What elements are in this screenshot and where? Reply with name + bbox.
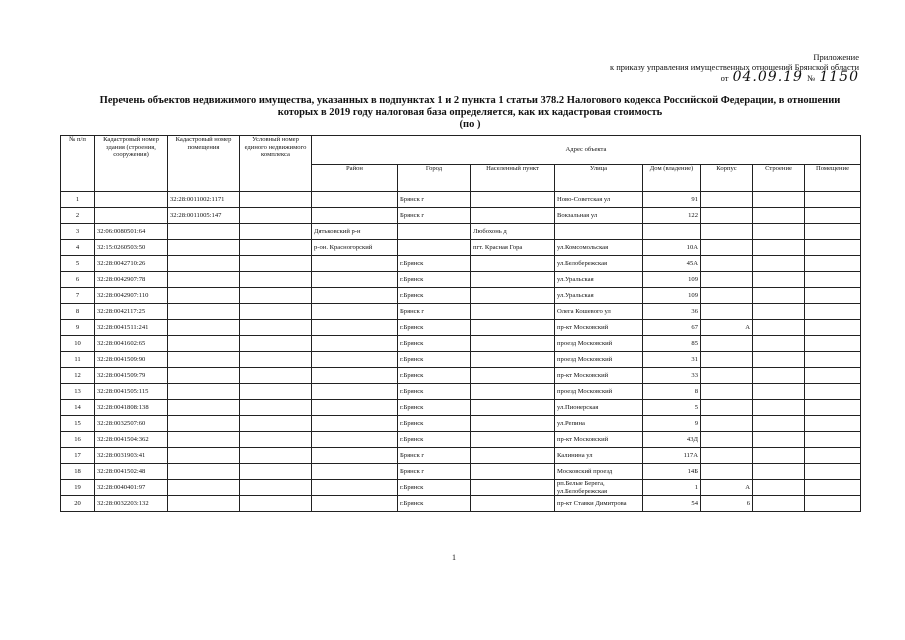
- cell-korpus: [701, 208, 753, 224]
- cell-street: ул.Белобережская: [555, 256, 643, 272]
- cell-city: г.Брянск: [398, 288, 471, 304]
- cell-house: 45А: [643, 256, 701, 272]
- header-district: Район: [312, 165, 398, 192]
- cell-cad-building: 32:28:0032507:60: [95, 416, 168, 432]
- cell-pomeshchenie: [805, 416, 861, 432]
- cell-city: Брянск г: [398, 304, 471, 320]
- header-pomeshchenie: Помещение: [805, 165, 861, 192]
- table-row: [61, 352, 861, 368]
- order-signature-line: [610, 69, 859, 85]
- cell-cad-room: [168, 400, 240, 416]
- page-number: 1: [452, 553, 456, 562]
- cell-stroenie: [753, 320, 805, 336]
- cell-cad-room: [168, 240, 240, 256]
- cell-pomeshchenie: [805, 368, 861, 384]
- cell-district: [312, 320, 398, 336]
- cell-city: Брянск г: [398, 208, 471, 224]
- cell-korpus: [701, 288, 753, 304]
- cell-cad-room: 32:28:0011002:1171: [168, 192, 240, 208]
- cell-city: г.Брянск: [398, 368, 471, 384]
- cell-city: г.Брянск: [398, 384, 471, 400]
- cell-street: проезд Московский: [555, 384, 643, 400]
- cell-district: [312, 480, 398, 496]
- cell-korpus: А: [701, 320, 753, 336]
- cell-pomeshchenie: [805, 352, 861, 368]
- cell-cad-building: 32:28:0042907:78: [95, 272, 168, 288]
- cell-street: ул.Уральская: [555, 288, 643, 304]
- cell-street: Калинина ул: [555, 448, 643, 464]
- header-street: Улица: [555, 165, 643, 192]
- table-row: [61, 416, 861, 432]
- cell-street: пр-кт Московский: [555, 320, 643, 336]
- cell-street: рп.Белые Берега, ул.Белобережская: [555, 480, 643, 496]
- cell-district: Дятьковский р-н: [312, 224, 398, 240]
- cell-cad-building: 32:28:0041509:90: [95, 352, 168, 368]
- cell-house: 10А: [643, 240, 701, 256]
- table-row: [61, 448, 861, 464]
- cell-house: 14Б: [643, 464, 701, 480]
- appendix-order-reference: к приказу управления имущественных отношений Брянской области: [609, 62, 859, 72]
- cell-korpus: [701, 336, 753, 352]
- cell-house: 36: [643, 304, 701, 320]
- cell-district: [312, 336, 398, 352]
- header-cond-num: Условный номер единого недвижимого комплекса: [240, 136, 312, 192]
- cell-cond-num: [240, 464, 312, 480]
- title-line-2: которых в 2019 году налоговая база определяется, как их кадастровая стоимость: [277, 107, 663, 118]
- cell-city: Брянск г: [398, 448, 471, 464]
- cell-row-number: 18: [61, 464, 95, 480]
- cell-city: Брянск г: [398, 192, 471, 208]
- cell-house: [643, 224, 701, 240]
- cell-cond-num: [240, 480, 312, 496]
- cell-street: пр-кт Московский: [555, 432, 643, 448]
- cell-stroenie: [753, 208, 805, 224]
- cell-cad-building: 32:28:0042117:25: [95, 304, 168, 320]
- cell-cad-building: 32:06:0080501:64: [95, 224, 168, 240]
- cell-locality: [471, 384, 555, 400]
- table-row: [61, 224, 861, 240]
- table-row: [61, 320, 861, 336]
- cell-row-number: 9: [61, 320, 95, 336]
- cell-row-number: 4: [61, 240, 95, 256]
- cell-cad-building: 32:28:0042907:110: [95, 288, 168, 304]
- cell-house: 122: [643, 208, 701, 224]
- cell-stroenie: [753, 352, 805, 368]
- cell-locality: [471, 320, 555, 336]
- table-row: [61, 400, 861, 416]
- cell-cad-room: [168, 304, 240, 320]
- cell-city: г.Брянск: [398, 272, 471, 288]
- cell-korpus: [701, 192, 753, 208]
- cell-pomeshchenie: [805, 240, 861, 256]
- cell-house: 9: [643, 416, 701, 432]
- cell-stroenie: [753, 288, 805, 304]
- cell-district: [312, 416, 398, 432]
- cell-cad-room: [168, 480, 240, 496]
- cell-house: 54: [643, 496, 701, 512]
- cell-cad-building: 32:28:0041511:241: [95, 320, 168, 336]
- cell-locality: [471, 416, 555, 432]
- cell-korpus: [701, 272, 753, 288]
- cell-cond-num: [240, 496, 312, 512]
- cell-street: проезд Московский: [555, 336, 643, 352]
- table-row: [61, 304, 861, 320]
- cell-district: [312, 288, 398, 304]
- cell-city: [398, 224, 471, 240]
- cell-row-number: 17: [61, 448, 95, 464]
- cell-city: г.Брянск: [398, 432, 471, 448]
- cell-pomeshchenie: [805, 384, 861, 400]
- cell-stroenie: [753, 416, 805, 432]
- cell-cad-building: 32:15:0260503:50: [95, 240, 168, 256]
- cell-korpus: [701, 464, 753, 480]
- header-stroenie: Строение: [753, 165, 805, 192]
- cell-pomeshchenie: [805, 224, 861, 240]
- cell-locality: [471, 192, 555, 208]
- order-number-label: №: [807, 73, 816, 83]
- cell-cad-room: [168, 432, 240, 448]
- cell-street: проезд Московский: [555, 352, 643, 368]
- cell-korpus: [701, 256, 753, 272]
- cell-cad-building: 32:28:0041504:362: [95, 432, 168, 448]
- cell-cond-num: [240, 272, 312, 288]
- cell-city: г.Брянск: [398, 480, 471, 496]
- cell-cond-num: [240, 336, 312, 352]
- cell-row-number: 13: [61, 384, 95, 400]
- cell-street: пр-кт Московский: [555, 368, 643, 384]
- cell-pomeshchenie: [805, 448, 861, 464]
- cell-district: [312, 368, 398, 384]
- cell-house: 109: [643, 272, 701, 288]
- cell-cond-num: [240, 352, 312, 368]
- cell-city: г.Брянск: [398, 416, 471, 432]
- cell-street: ул.Уральская: [555, 272, 643, 288]
- cell-house: 85: [643, 336, 701, 352]
- cell-row-number: 20: [61, 496, 95, 512]
- table-row: [61, 208, 861, 224]
- cell-locality: пгт. Красная Гора: [471, 240, 555, 256]
- cell-korpus: [701, 400, 753, 416]
- cell-city: г.Брянск: [398, 336, 471, 352]
- table-row: [61, 240, 861, 256]
- cell-stroenie: [753, 224, 805, 240]
- cell-district: [312, 304, 398, 320]
- cell-row-number: 10: [61, 336, 95, 352]
- table-row: [61, 272, 861, 288]
- cell-street: ул.Комсомольская: [555, 240, 643, 256]
- table-row: [61, 368, 861, 384]
- cell-locality: [471, 256, 555, 272]
- cell-stroenie: [753, 384, 805, 400]
- order-date: 04.09.19: [732, 69, 803, 85]
- cell-cad-building: 32:28:0042710:26: [95, 256, 168, 272]
- cell-street: Московский проезд: [555, 464, 643, 480]
- cell-row-number: 3: [61, 224, 95, 240]
- cell-cond-num: [240, 192, 312, 208]
- cell-stroenie: [753, 432, 805, 448]
- cell-district: [312, 432, 398, 448]
- cell-row-number: 1: [61, 192, 95, 208]
- cell-cad-building: 32:28:0031903:41: [95, 448, 168, 464]
- cell-cad-room: [168, 320, 240, 336]
- cell-korpus: [701, 432, 753, 448]
- cell-stroenie: [753, 400, 805, 416]
- cell-pomeshchenie: [805, 192, 861, 208]
- cell-pomeshchenie: [805, 272, 861, 288]
- cell-district: [312, 496, 398, 512]
- cell-locality: [471, 400, 555, 416]
- cell-korpus: 6: [701, 496, 753, 512]
- header-locality: Населенный пункт: [471, 165, 555, 192]
- cell-house: 31: [643, 352, 701, 368]
- cell-house: 33: [643, 368, 701, 384]
- cell-korpus: [701, 240, 753, 256]
- cell-cad-building: 32:28:0032203:132: [95, 496, 168, 512]
- cell-cad-building: [95, 208, 168, 224]
- cell-row-number: 5: [61, 256, 95, 272]
- cell-cad-room: 32:28:0011005:147: [168, 208, 240, 224]
- cell-pomeshchenie: [805, 400, 861, 416]
- cell-street: Ново-Советская ул: [555, 192, 643, 208]
- cell-house: 91: [643, 192, 701, 208]
- table-row: [61, 336, 861, 352]
- cell-district: [312, 208, 398, 224]
- cell-house: 5: [643, 400, 701, 416]
- cell-stroenie: [753, 480, 805, 496]
- cell-cad-building: 32:28:0040401:97: [95, 480, 168, 496]
- cell-row-number: 7: [61, 288, 95, 304]
- cell-pomeshchenie: [805, 304, 861, 320]
- cell-locality: [471, 304, 555, 320]
- cell-locality: [471, 368, 555, 384]
- cell-pomeshchenie: [805, 336, 861, 352]
- cell-house: 43Д: [643, 432, 701, 448]
- cell-district: [312, 256, 398, 272]
- cell-street: Олега Кошевого ул: [555, 304, 643, 320]
- cell-house: 109: [643, 288, 701, 304]
- table-row: [61, 192, 861, 208]
- table-row: [61, 288, 861, 304]
- cell-house: 67: [643, 320, 701, 336]
- cell-district: [312, 400, 398, 416]
- appendix-title: Приложение: [813, 52, 859, 62]
- cell-korpus: [701, 352, 753, 368]
- table-row: [61, 432, 861, 448]
- cell-cad-building: 32:28:0041502:48: [95, 464, 168, 480]
- cell-stroenie: [753, 192, 805, 208]
- cell-locality: [471, 432, 555, 448]
- cell-cond-num: [240, 320, 312, 336]
- cell-cond-num: [240, 368, 312, 384]
- cell-locality: Любохонь д: [471, 224, 555, 240]
- cell-stroenie: [753, 272, 805, 288]
- cell-house: 1: [643, 480, 701, 496]
- cell-city: Брянск г: [398, 464, 471, 480]
- cell-city: г.Брянск: [398, 352, 471, 368]
- cell-district: [312, 448, 398, 464]
- cell-row-number: 2: [61, 208, 95, 224]
- cell-cad-building: 32:28:0041509:79: [95, 368, 168, 384]
- cell-locality: [471, 496, 555, 512]
- cell-pomeshchenie: [805, 288, 861, 304]
- cell-city: г.Брянск: [398, 496, 471, 512]
- table-row: [61, 464, 861, 480]
- document-title: [60, 95, 880, 131]
- cell-pomeshchenie: [805, 496, 861, 512]
- cell-district: [312, 272, 398, 288]
- cell-pomeshchenie: [805, 208, 861, 224]
- cell-cond-num: [240, 288, 312, 304]
- cell-cad-building: [95, 192, 168, 208]
- cell-cond-num: [240, 400, 312, 416]
- cell-korpus: [701, 384, 753, 400]
- cell-row-number: 12: [61, 368, 95, 384]
- cell-cond-num: [240, 448, 312, 464]
- cell-district: [312, 352, 398, 368]
- cell-pomeshchenie: [805, 320, 861, 336]
- cell-stroenie: [753, 496, 805, 512]
- header-cad-room: Кадастровый номер помещения: [168, 136, 240, 192]
- cell-stroenie: [753, 448, 805, 464]
- table-row: [61, 480, 861, 496]
- cell-cad-room: [168, 448, 240, 464]
- cell-city: г.Брянск: [398, 256, 471, 272]
- cell-street: [555, 224, 643, 240]
- cell-house: 8: [643, 384, 701, 400]
- cell-korpus: [701, 304, 753, 320]
- cell-pomeshchenie: [805, 256, 861, 272]
- cell-korpus: [701, 416, 753, 432]
- cell-street: ул.Репина: [555, 416, 643, 432]
- cell-cad-room: [168, 272, 240, 288]
- cell-city: г.Брянск: [398, 320, 471, 336]
- cell-cond-num: [240, 384, 312, 400]
- header-city: Город: [398, 165, 471, 192]
- cell-city: [398, 240, 471, 256]
- cell-house: 117А: [643, 448, 701, 464]
- cell-korpus: [701, 224, 753, 240]
- cell-cond-num: [240, 240, 312, 256]
- cell-row-number: 6: [61, 272, 95, 288]
- cell-cad-building: 32:28:0041505:115: [95, 384, 168, 400]
- cell-cad-room: [168, 464, 240, 480]
- cell-cad-room: [168, 256, 240, 272]
- cell-cad-room: [168, 224, 240, 240]
- cell-locality: [471, 480, 555, 496]
- cell-stroenie: [753, 368, 805, 384]
- cell-locality: [471, 272, 555, 288]
- cell-district: [312, 384, 398, 400]
- cell-row-number: 14: [61, 400, 95, 416]
- table-row: [61, 256, 861, 272]
- cell-district: [312, 192, 398, 208]
- cell-row-number: 16: [61, 432, 95, 448]
- property-table: [60, 135, 861, 512]
- cell-cond-num: [240, 304, 312, 320]
- title-line-3: (по ): [459, 119, 481, 130]
- header-num: № п/п: [61, 136, 95, 192]
- cell-cond-num: [240, 224, 312, 240]
- title-line-1: Перечень объектов недвижимого имущества, указанных в подпунктах 1 и 2 пункта 1 статьи 378.2 Налогового кодекса Российской Федерации, в отношении: [99, 95, 841, 106]
- header-korpus: Корпус: [701, 165, 753, 192]
- cell-korpus: А: [701, 480, 753, 496]
- appendix-block: [610, 52, 859, 83]
- cell-city: г.Брянск: [398, 400, 471, 416]
- cell-pomeshchenie: [805, 480, 861, 496]
- cell-cad-room: [168, 496, 240, 512]
- order-number: 1150: [819, 69, 859, 85]
- cell-pomeshchenie: [805, 432, 861, 448]
- cell-locality: [471, 464, 555, 480]
- cell-stroenie: [753, 304, 805, 320]
- cell-cad-building: 32:28:0041602:65: [95, 336, 168, 352]
- cell-locality: [471, 448, 555, 464]
- cell-locality: [471, 336, 555, 352]
- cell-row-number: 8: [61, 304, 95, 320]
- cell-cad-room: [168, 336, 240, 352]
- cell-stroenie: [753, 240, 805, 256]
- table-row: [61, 384, 861, 400]
- cell-locality: [471, 208, 555, 224]
- cell-cond-num: [240, 256, 312, 272]
- cell-street: ул.Пионерская: [555, 400, 643, 416]
- cell-locality: [471, 352, 555, 368]
- cell-cond-num: [240, 432, 312, 448]
- cell-cond-num: [240, 416, 312, 432]
- cell-stroenie: [753, 256, 805, 272]
- header-cad-building: Кадастровый номер здания (строения, сооружения): [95, 136, 168, 192]
- cell-cad-room: [168, 368, 240, 384]
- cell-stroenie: [753, 464, 805, 480]
- cell-locality: [471, 288, 555, 304]
- cell-street: Вокзальная ул: [555, 208, 643, 224]
- cell-korpus: [701, 368, 753, 384]
- table-row: [61, 496, 861, 512]
- order-date-label: от: [720, 73, 729, 83]
- cell-korpus: [701, 448, 753, 464]
- header-house: Дом (владение): [643, 165, 701, 192]
- cell-cad-room: [168, 384, 240, 400]
- cell-stroenie: [753, 336, 805, 352]
- cell-row-number: 11: [61, 352, 95, 368]
- cell-cad-room: [168, 416, 240, 432]
- cell-cad-room: [168, 352, 240, 368]
- cell-cond-num: [240, 208, 312, 224]
- cell-row-number: 19: [61, 480, 95, 496]
- cell-district: р-он. Красногорский: [312, 240, 398, 256]
- cell-street: пр-кт Ставки Димитрова: [555, 496, 643, 512]
- cell-cad-building: 32:28:0041808:138: [95, 400, 168, 416]
- header-address: Адрес объекта: [312, 136, 861, 165]
- cell-district: [312, 464, 398, 480]
- cell-pomeshchenie: [805, 464, 861, 480]
- cell-cad-room: [168, 288, 240, 304]
- cell-row-number: 15: [61, 416, 95, 432]
